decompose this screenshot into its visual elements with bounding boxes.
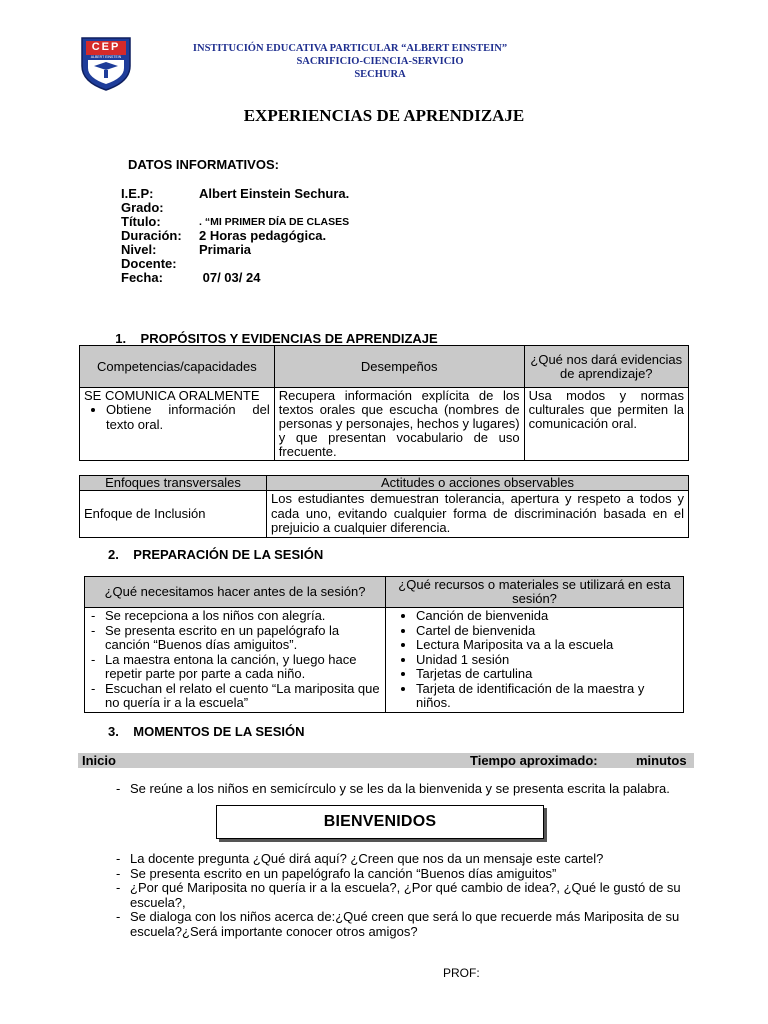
institution-name: INSTITUCIÓN EDUCATIVA PARTICULAR “ALBERT EINSTEIN” — [192, 43, 508, 54]
antes-item: - La maestra entona la canción, y luego hace repetir parte por parte a cada niño. — [105, 653, 381, 682]
info-value-titulo: . “MI PRIMER DÍA DE CLASES — [199, 216, 350, 228]
recurso-item: • Tarjetas de cartulina — [416, 667, 679, 682]
recurso-item: • Unidad 1 sesión — [416, 653, 679, 668]
th-desempenos: Desempeños — [274, 346, 524, 388]
school-city: SECHURA — [354, 69, 406, 80]
capacidad-list — [84, 403, 270, 432]
logo-text: CEP — [91, 41, 121, 53]
th-actitudes: Actitudes o acciones observables — [267, 476, 689, 491]
cell-recursos — [386, 608, 684, 713]
momento-item: - ¿Por qué Mariposita no quería ir a la escuela?, ¿Por qué cambio de idea?, ¿Qué le gustó de su escuela?, — [130, 881, 690, 910]
intro-list — [108, 782, 710, 797]
info-label-fecha: Fecha: — [121, 270, 163, 285]
info-label-grado: Grado: — [121, 200, 164, 215]
banner-text: BIENVENIDOS — [323, 813, 437, 830]
datos-heading: DATOS INFORMATIVOS: — [128, 157, 279, 172]
antes-list — [89, 609, 381, 711]
info-value-duracion: 2 Horas pedagógica. — [199, 228, 327, 243]
recurso-item: • Lectura Mariposita va a la escuela — [416, 638, 679, 653]
momento-item: - Se presenta escrito en un papelógrafo la canción “Buenos días amiguitos” — [130, 867, 690, 882]
inicio-label: Inicio — [82, 753, 116, 768]
momentos-list — [108, 852, 690, 939]
preparacion-table — [84, 576, 684, 713]
recurso-item: • Tarjeta de identificación de la maestra y niños. — [416, 682, 679, 711]
prof-label: PROF: — [443, 966, 480, 980]
intro-item: - Se reúne a los niños en semicírculo y se les da la bienvenida y se presenta escrita la palabra. — [130, 782, 710, 797]
enfoques-table — [79, 475, 689, 538]
competencia-name: SE COMUNICA ORALMENTE — [84, 388, 260, 403]
inicio-bar — [78, 753, 694, 768]
minutos-label: minutos — [636, 753, 687, 768]
th-evidencias: ¿Qué nos dará evidencias de aprendizaje? — [524, 346, 688, 388]
recursos-list — [390, 609, 679, 711]
antes-item: - Escuchan el relato el cuento “La mariposita que no quería ir a la escuela” — [105, 682, 381, 711]
cell-enfoque: Enfoque de Inclusión — [80, 491, 267, 538]
cell-actitud: Los estudiantes demuestran tolerancia, apertura y respeto a todos y cada uno, evitando cualquier forma de discriminación basada en el prejuicio a cualquier diferencia. — [267, 491, 689, 538]
section2-heading: 2. PREPARACIÓN DE LA SESIÓN — [108, 547, 324, 562]
logo-subtext: ALBERT EINSTEIN — [90, 55, 122, 59]
info-value-fecha: 07/ 03/ 24 — [199, 270, 261, 285]
cell-antes — [85, 608, 386, 713]
cell-desempeno: Recupera información explícita de los textos orales que escucha (nombres de personas y personajes, hechos y lugares) y que presentan vocabulario de uso frecuente. — [274, 388, 524, 461]
bienvenidos-banner — [216, 805, 544, 839]
info-label-titulo: Título: — [121, 214, 161, 229]
info-label-docente: Docente: — [121, 256, 177, 271]
recurso-item: • Cartel de bienvenida — [416, 624, 679, 639]
propositos-table — [79, 345, 689, 461]
section1-heading — [108, 316, 438, 346]
th-competencias: Competencias/capacidades — [80, 346, 275, 388]
school-logo — [80, 36, 132, 92]
cell-evidencia: Usa modos y normas culturales que permiten la comunicación oral. — [524, 388, 688, 461]
info-value-nivel: Primaria — [199, 242, 252, 257]
cell-competencia — [80, 388, 275, 461]
antes-item: - Se recepciona a los niños con alegría. — [105, 609, 381, 624]
section3-heading: 3. MOMENTOS DE LA SESIÓN — [108, 724, 305, 739]
th-enfoques: Enfoques transversales — [80, 476, 267, 491]
school-motto: SACRIFICIO-CIENCIA-SERVICIO — [296, 56, 464, 67]
info-value-iep: Albert Einstein Sechura. — [199, 186, 350, 201]
momento-item: - Se dialoga con los niños acerca de:¿Qué creen que será lo que recuerde más Mariposita de su escuela?¿Será importante conocer otros amigos? — [130, 910, 690, 939]
page-title: EXPERIENCIAS DE APRENDIZAJE — [243, 106, 525, 125]
info-label-nivel: Nivel: — [121, 242, 157, 257]
info-label-duracion: Duración: — [121, 228, 182, 243]
section1-heading-text: 1. PROPÓSITOS Y EVIDENCIAS DE APRENDIZAJE — [115, 331, 438, 346]
tiempo-label: Tiempo aproximado: — [470, 753, 598, 768]
antes-item: - Se presenta escrito en un papelógrafo la canción “Buenos días amiguitos”. — [105, 624, 381, 653]
th-antes: ¿Qué necesitamos hacer antes de la sesión? — [85, 577, 386, 608]
recurso-item: • Canción de bienvenida — [416, 609, 679, 624]
th-recursos: ¿Qué recursos o materiales se utilizará en esta sesión? — [386, 577, 684, 608]
momento-item: - La docente pregunta ¿Qué dirá aquí? ¿Creen que nos da un mensaje este cartel? — [130, 852, 690, 867]
info-label-iep: I.E.P: — [121, 186, 154, 201]
capacidad-item: • Obtiene información del texto oral. — [106, 403, 270, 432]
